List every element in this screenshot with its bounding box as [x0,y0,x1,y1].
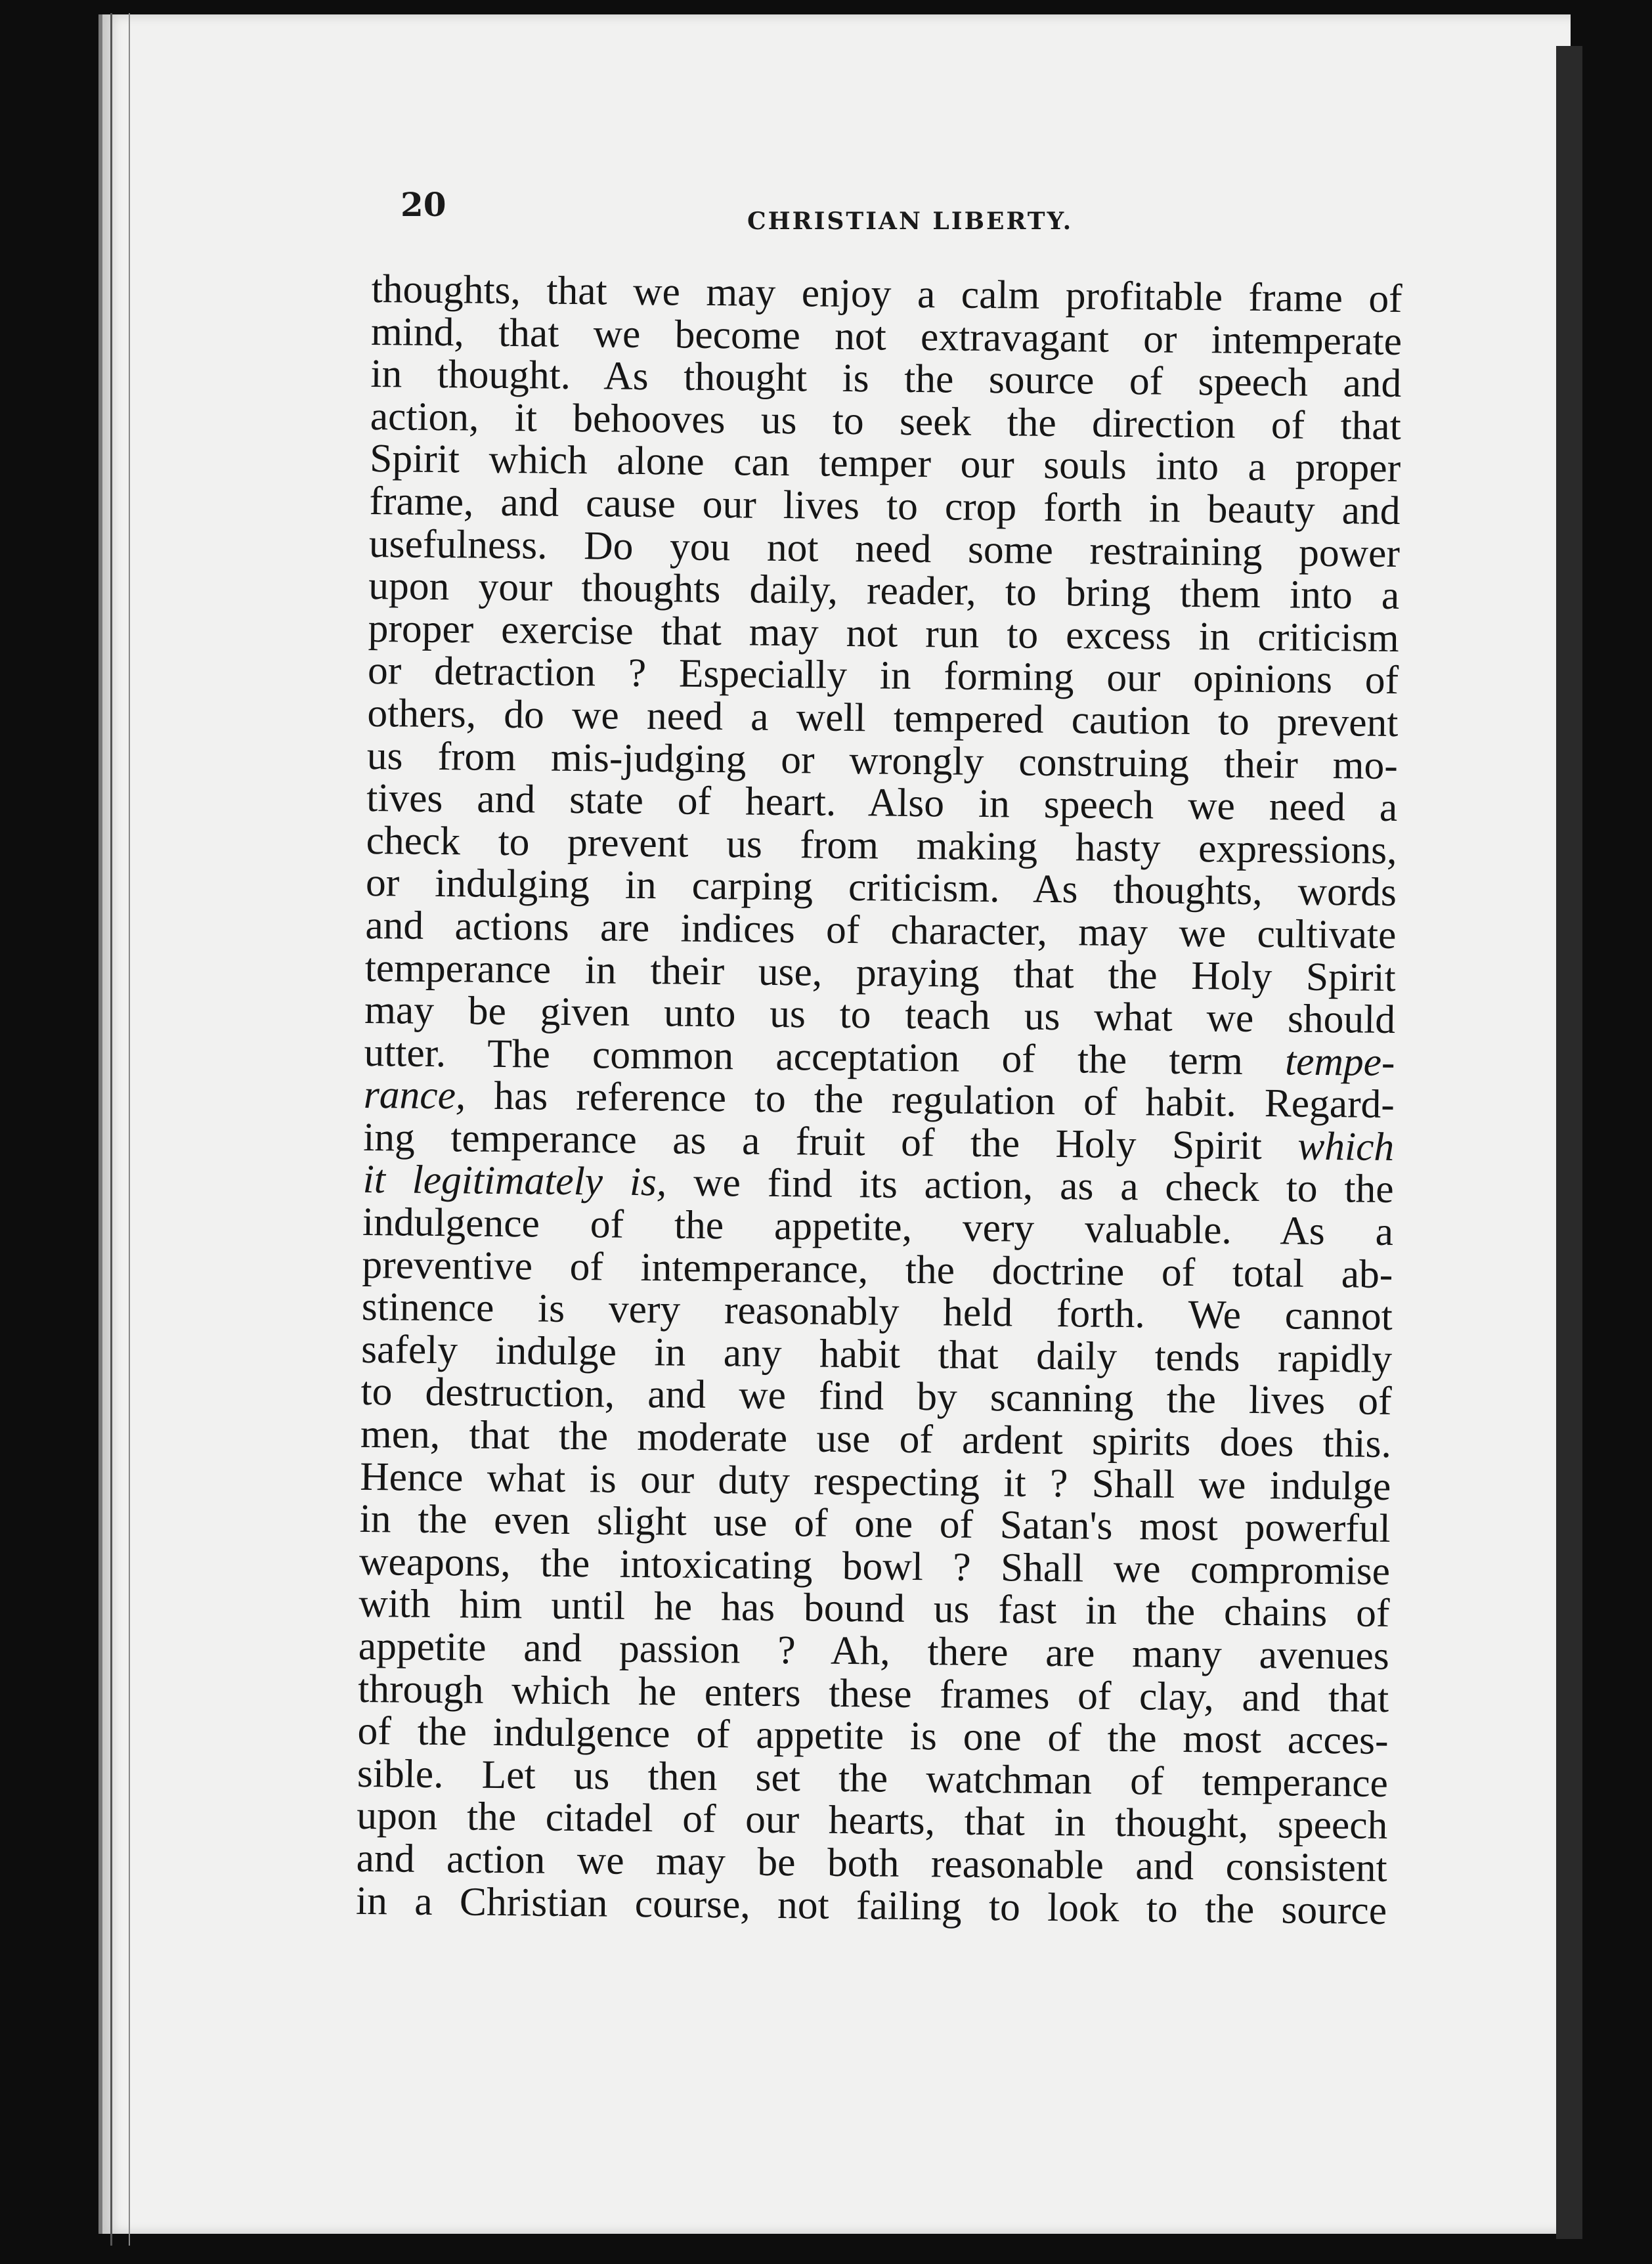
body-text [356,268,1402,1932]
italic-text: it legitimately is, [362,1157,667,1205]
line-text: and actions are indices of character, may we cultivate [365,902,1397,957]
line-text: sible. Let us then set the watchman of temperance [357,1751,1389,1806]
line-text: upon your thoughts daily, reader, to bring them into a [368,563,1400,619]
line-text: or indulging in carping criticism. As thoughts, words [365,860,1397,915]
line-text: thoughts, that we may enjoy a calm profitable frame of [371,267,1402,322]
line-text: others, do we need a well tempered caution to prevent [367,690,1399,745]
line-text: mind, that we become not extravagant or intemperate [370,309,1402,364]
line-text: utter. The common acceptation of the term [364,1030,1244,1083]
line-text: in the even slight use of one of Satan's most powerful [359,1496,1391,1552]
italic-text: rance, [363,1072,466,1118]
line-text: and action we may be both reasonable and consistent [356,1835,1388,1890]
line-text: may be given unto us to teach us what we should [364,988,1396,1043]
binding-edge-inner [129,13,130,2246]
line-text: weapons, the intoxicating bowl ? Shall we compromise [359,1538,1391,1594]
line-text: action, it behooves us to seek the direction of that [370,393,1402,448]
line-text: through which he enters these frames of clay, and that [357,1666,1389,1721]
line-text: of the indulgence of appetite is one of the most acces- [357,1709,1389,1764]
line-text: frame, and cause our lives to crop forth in beauty and [369,478,1401,534]
scan-border-right [1556,46,1582,2239]
line-text: in a Christian course, not failing to look to the source [355,1878,1387,1933]
line-text: ing temperance as a fruit of the Holy Spirit [362,1114,1263,1168]
line-text: or detraction ? Especially in forming our opinions of [367,648,1399,703]
binding-edge [110,13,112,2246]
line-text: proper exercise that may not run to excess in criticism [368,605,1399,661]
line-text: upon the citadel of our hearts, that in thought, speech [357,1793,1388,1848]
running-head: CHRISTIAN LIBERTY. [747,207,1074,235]
line-text: we find its action, as a check to the [693,1160,1394,1212]
text-line [356,1879,1387,1932]
line-text: appetite and passion ? Ah, there are many avenues [358,1623,1390,1678]
line-text: tives and state of heart. Also in speech we need a [366,775,1398,831]
line-text: Spirit which alone can temper our souls into a proper [369,436,1401,491]
line-text: Hence what is our duty respecting it ? Shall we indulge [360,1454,1391,1509]
line-text: check to prevent us from making hasty expressions, [366,817,1397,873]
line-text: indulgence of the appetite, very valuable. As a [362,1199,1394,1255]
page-number: 20 [401,185,446,224]
line-text: to destruction, and we find by scanning the lives of [360,1369,1392,1424]
line-text: men, that the moderate use of ardent spirits does this. [360,1411,1392,1467]
line-text: preventive of intemperance, the doctrine of total ab- [362,1242,1393,1297]
line-text: stinence is very reasonably held forth. We cannot [361,1284,1393,1339]
line-text: safely indulge in any habit that daily tends rapidly [360,1326,1393,1382]
line-text: temperance in their use, praying that the Holy Spirit [364,945,1397,1000]
italic-text: tempe- [1284,1039,1395,1085]
line-text: has reference to the regulation of habit. Regard- [493,1074,1395,1127]
italic-text: which [1297,1123,1395,1169]
line-text: usefulness. Do you not need some restraining power [368,521,1401,576]
line-text: in thought. As thought is the source of speech and [370,351,1402,406]
line-text: us from mis-judging or wrongly construing their mo- [366,733,1399,788]
scan-border-top [0,0,1652,14]
line-text: with him until he has bound us fast in the chains of [359,1581,1390,1636]
